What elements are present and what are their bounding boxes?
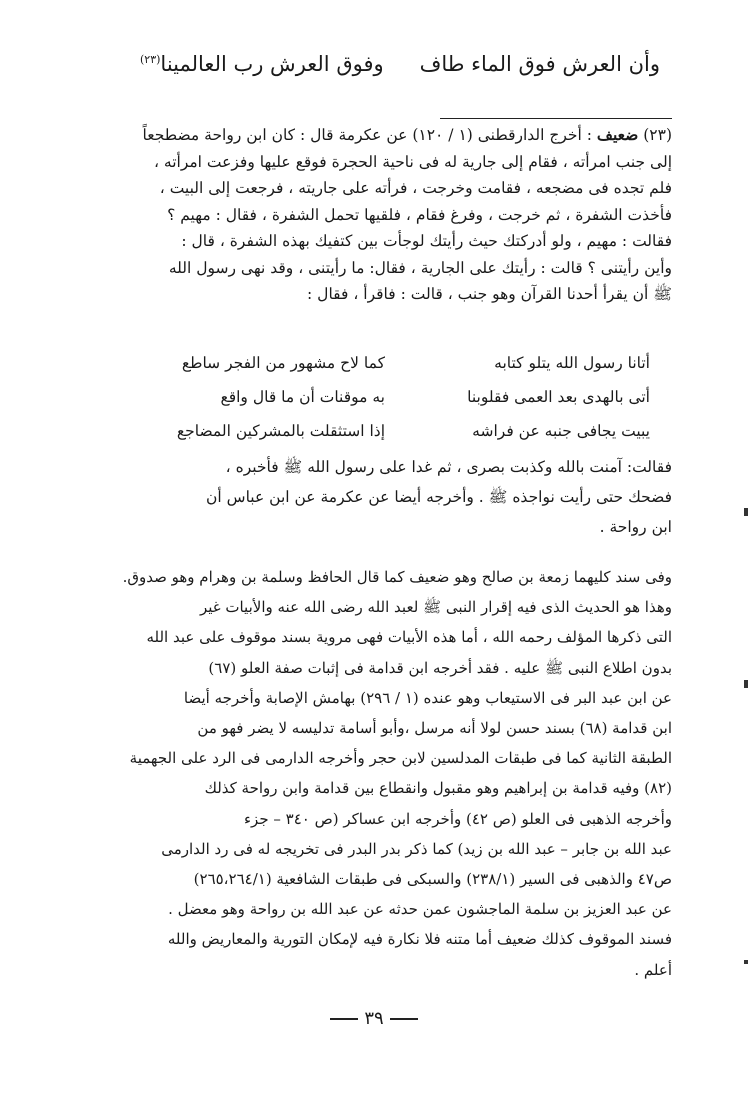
commentary-block (110, 562, 672, 985)
commentary-line: فسند الموقوف كذلك ضعيف أما متنه فلا نكارة فيه لإمكان التورية والمعاريض والله (167, 930, 672, 949)
commentary-line: (٨٢) وفيه قدامة بن إبراهيم وهو مقبول وانقطاع بين قدامة وابن رواحة كذلك (204, 779, 672, 798)
scan-edge-mark (744, 960, 748, 964)
verse-right-hemistich: وأن العرش فوق الماء طاف (419, 52, 660, 76)
footnote-line: فلم تجده فى مضجعه ، فقامت وخرجت ، فرأته على جاريته ، فرجعت إلى البيت ، (159, 179, 672, 197)
verse-left-hemistich: وفوق العرش رب العالمينا$^{(٢٣)}$ (140, 52, 384, 76)
story-line: ابن رواحة . (599, 518, 672, 536)
poem-second-hemistich: به موقنات أن ما قال واقع (220, 388, 385, 406)
commentary-line: وهذا هو الحديث الذى فيه إقرار النبى ﷺ لعبد الله رضى الله عنه والأبيات غير (199, 598, 672, 617)
poem-first-hemistich: يبيت يجافى جنبه عن فراشه (472, 422, 650, 440)
commentary-line: التى ذكرها المؤلف رحمه الله ، أما هذه الأبيات فهى مروية بسند موقوف على عبد الله (146, 628, 672, 647)
page-number-dash (390, 1018, 418, 1020)
footnote-line: (٢٣) ضعيف : أخرج الدارقطنى (١ / ١٢٠) عن عكرمة قال : كان ابن رواحة مضطجعاً (142, 125, 672, 144)
footnote-line: إلى جنب امرأته ، فقام إلى جارية له فى ناحية الحجرة فوقع عليها وفزعت امرأته ، (153, 152, 672, 171)
poem-line (150, 414, 650, 448)
footnote-line: ﷺ أن يقرأ أحدنا القرآن وهو جنب ، قالت : فاقرأ ، فقال : (307, 285, 672, 303)
poem-first-hemistich: أتانا رسول الله يتلو كتابه (494, 354, 650, 372)
footnote-marker: (٢٣) (140, 53, 161, 66)
footnote-number: (٢٣) (643, 126, 672, 144)
footnote-separator (440, 118, 672, 119)
footnote-line: فأخذت الشفرة ، ثم خرجت ، وفرغ فقام ، فلقيها تحمل الشفرة ، فقال : مهيم ؟ (167, 205, 672, 224)
commentary-line: عن ابن عبد البر فى الاستيعاب وهو عنده (١ / ٢٩٦) بهامش الإصابة وأخرجه أيضا (183, 688, 672, 707)
commentary-line: وأخرجه الذهبى فى العلو (ص ٤٢) وأخرجه ابن عساكر (ص ٣٤٠ – جزء (244, 809, 672, 828)
commentary-line: عن عبد العزيز بن سلمة الماجشون عمن حدثه عن عبد الله بن رواحة وهو معضل . (168, 900, 672, 919)
story-block (110, 452, 672, 542)
footnote-line: فقالت : مهيم ، ولو أدركتك حيث رأيتك لوجأت بين كتفيك بهذه الشفرة ، قال : (181, 232, 672, 250)
commentary-line: ص٤٧ والذهبى فى السير (٢٣٨/١) والسبكى فى طبقات الشافعية (٢٦٥،٢٦٤/١) (193, 870, 672, 889)
commentary-line: وفى سند كليهما زمعة بن صالح وهو ضعيف كما قال الحافظ وسلمة بن وهرام وهو صدوق. (122, 568, 672, 586)
commentary-line: ابن قدامة (٦٨) بسند حسن لولا أنه مرسل ،وأبو أسامة تدليسه لا يضر فهو من (197, 719, 672, 738)
page-number: ٣٩ (324, 1008, 424, 1029)
commentary-line: الطبقة الثانية كما فى طبقات المدلسين لابن حجر وأخرجه الدارمى فى الرد على الجهمية (129, 749, 672, 768)
scan-edge-mark (744, 508, 748, 516)
commentary-line: عبد الله بن جابر – عبد الله بن زيد) كما ذكر بدر البدر فى تخريجه له فى رد الدارمى (161, 839, 672, 858)
story-line: فضحك حتى رأيت نواجذه ﷺ . وأخرجه أيضا عن عكرمة عن ابن عباس أن (206, 488, 672, 506)
story-line: فقالت: آمنت بالله وكذبت بصرى ، ثم غدا على رسول الله ﷺ فأخبره ، (225, 458, 672, 476)
poem-line (150, 380, 650, 414)
footnote-grade: ضعيف (596, 125, 639, 144)
poem-first-hemistich: أتى بالهدى بعد العمى فقلوبنا (467, 388, 650, 406)
poem-block (150, 346, 650, 448)
page-number-dash (330, 1018, 358, 1020)
footnote-line: وأين رأيتنى ؟ قالت : رأيتك على الجارية ، فقال: ما رأيتنى ، وقد نهى رسول الله (168, 258, 672, 277)
scan-edge-mark (744, 680, 748, 688)
commentary-line: أعلم . (634, 960, 672, 979)
poem-line (150, 346, 650, 380)
poem-second-hemistich: إذا استثقلت بالمشركين المضاجع (176, 422, 385, 440)
footnote-block (112, 122, 672, 308)
verse-header (140, 52, 660, 76)
commentary-line: بدون اطلاع النبى ﷺ عليه . فقد أخرجه ابن قدامة فى إثبات صفة العلو (٦٧) (208, 658, 672, 677)
poem-second-hemistich: كما لاح مشهور من الفجر ساطع (181, 354, 385, 372)
